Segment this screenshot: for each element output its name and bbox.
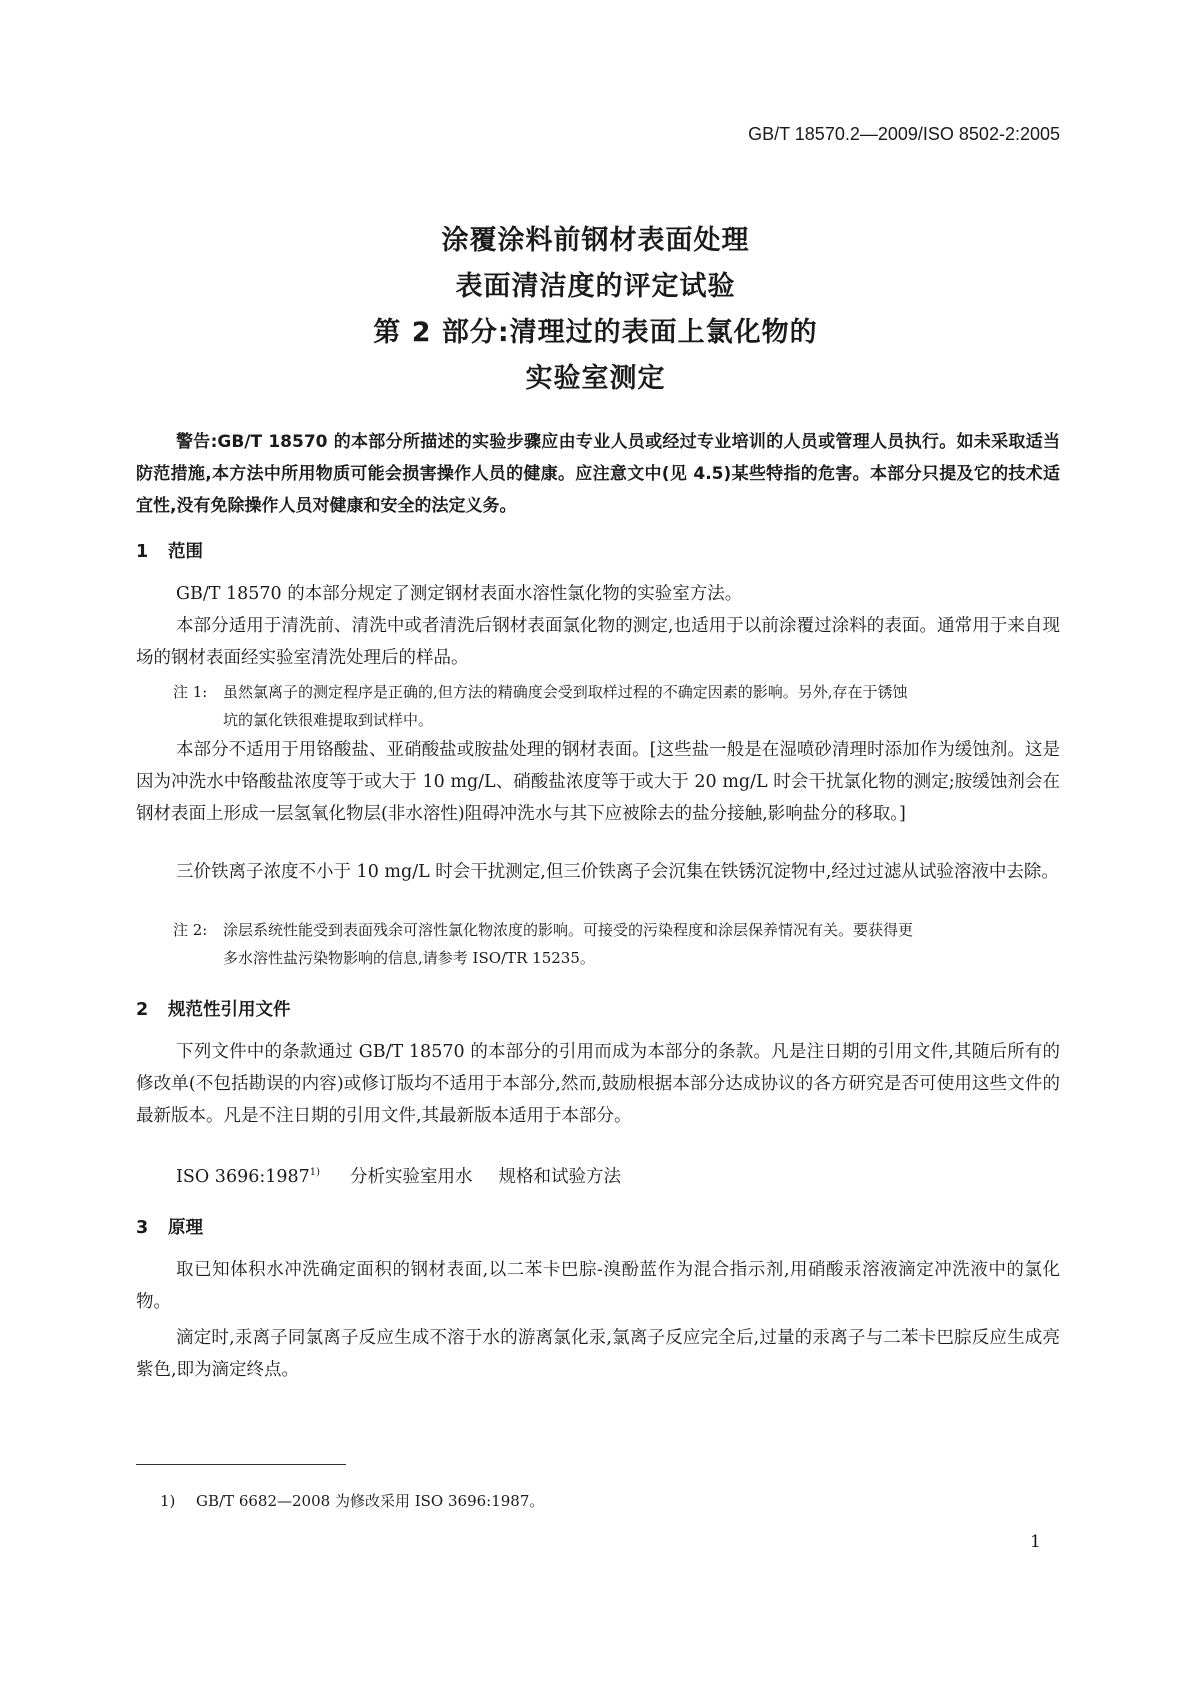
section-1-title: 范围 bbox=[168, 542, 203, 562]
section-2-paragraph-1: 下列文件中的条款通过 GB/T 18570 的本部分的引用而成为本部分的条款。凡是注日期的引用文件,其随后所有的修改单(不包括勘误的内容)或修订版均不适用于本部分,然而,鼓励根据本部分达成协议的各方研究是否可使用这些文件的最新版本。凡是不注日期的引用文件,其最新版本适用于本部分。 bbox=[136, 1042, 1060, 1126]
note-2 bbox=[173, 916, 1060, 972]
section-1-number: 1 bbox=[136, 542, 149, 562]
reference-title-2: 规格和试验方法 bbox=[498, 1167, 622, 1187]
title-line-3: 第 2 部分:清理过的表面上氯化物的 bbox=[373, 317, 818, 348]
section-1-paragraph-1: GB/T 18570 的本部分规定了测定钢材表面水溶性氯化物的实验室方法。 bbox=[176, 584, 743, 604]
section-3-title: 原理 bbox=[168, 1218, 203, 1238]
note-1-label: 注 1: bbox=[173, 683, 208, 701]
section-2-heading bbox=[136, 996, 291, 1021]
title-line-2: 表面清洁度的评定试验 bbox=[455, 271, 736, 302]
note-1-line-2: 坑的氯化铁很难提取到试样中。 bbox=[223, 711, 434, 729]
section-1-paragraph-3: 本部分不适用于用铬酸盐、亚硝酸盐或胺盐处理的钢材表面。[这些盐一般是在湿喷砂清理时添加作为缓蚀剂。这是因为冲洗水中铬酸盐浓度等于或大于 10 mg/L、硝酸盐浓度等于或大于 20 mg/L 时会干扰氯化物的测定;胺缓蚀剂会在钢材表面上形成一层氢氧化物层(非水溶性)阻碍冲洗水与其下应被除去的盐分接触,影响盐分的移取。] bbox=[136, 740, 1060, 824]
section-3-number: 3 bbox=[136, 1218, 149, 1238]
section-3-paragraph-1: 取已知体积水冲洗确定面积的钢材表面,以二苯卡巴腙-溴酚蓝作为混合指示剂,用硝酸汞溶液滴定冲洗液中的氯化物。 bbox=[136, 1260, 1060, 1312]
page-number: 1 bbox=[1030, 1532, 1041, 1552]
section-3-heading bbox=[136, 1214, 203, 1239]
section-1-paragraph-2: 本部分适用于清洗前、清洗中或者清洗后钢材表面氯化物的测定,也适用于以前涂覆过涂料的表面。通常用于来自现场的钢材表面经实验室清洗处理后的样品。 bbox=[136, 616, 1060, 668]
title-line-1: 涂覆涂料前钢材表面处理 bbox=[441, 225, 750, 256]
reference-code: ISO 3696:1987 bbox=[176, 1167, 310, 1187]
section-2-number: 2 bbox=[136, 1000, 149, 1020]
footnote-text: GB/T 6682—2008 为修改采用 ISO 3696:1987。 bbox=[196, 1492, 545, 1510]
note-1-line-1: 虽然氯离子的测定程序是正确的,但方法的精确度会受到取样过程的不确定因素的影响。另外,存在于锈蚀 bbox=[223, 683, 908, 701]
section-1-paragraph-4: 三价铁离子浓度不小于 10 mg/L 时会干扰测定,但三价铁离子会沉集在铁锈沉淀物中,经过过滤从试验溶液中去除。 bbox=[176, 862, 1059, 882]
note-2-label: 注 2: bbox=[173, 921, 208, 939]
section-1-heading bbox=[136, 538, 203, 563]
reference-title: 分析实验室用水 bbox=[350, 1167, 473, 1187]
footnote bbox=[160, 1490, 544, 1511]
section-3-paragraph-2: 滴定时,汞离子同氯离子反应生成不溶于水的游离氯化汞,氯离子反应完全后,过量的汞离子与二苯卡巴腙反应生成亮紫色,即为滴定终点。 bbox=[136, 1328, 1060, 1380]
note-1 bbox=[173, 678, 1060, 734]
note-2-line-1: 涂层系统性能受到表面残余可溶性氯化物浓度的影响。可接受的污染程度和涂层保养情况有关。要获得更 bbox=[223, 921, 914, 939]
note-2-line-2: 多水溶性盐污染物影响的信息,请参考 ISO/TR 15235。 bbox=[223, 949, 595, 967]
footnote-reference-mark[interactable]: 1) bbox=[309, 1167, 321, 1179]
normative-reference-item bbox=[176, 1163, 621, 1188]
footnote-divider bbox=[136, 1464, 346, 1465]
title-line-4: 实验室测定 bbox=[525, 363, 666, 394]
warning-paragraph: 警告:GB/T 18570 的本部分所描述的实验步骤应由专业人员或经过专业培训的人员或管理人员执行。如未采取适当防范措施,本方法中所用物质可能会损害操作人员的健康。应注意文中(见 4.5)某些特指的危害。本部分只提及它的技术适宜性,没有免除操作人员对健康和安全的法定义务。 bbox=[136, 432, 1060, 516]
standard-code-header: GB/T 18570.2—2009/ISO 8502-2:2005 bbox=[748, 124, 1060, 144]
section-2-title: 规范性引用文件 bbox=[168, 1000, 291, 1020]
footnote-mark: 1) bbox=[160, 1492, 176, 1510]
